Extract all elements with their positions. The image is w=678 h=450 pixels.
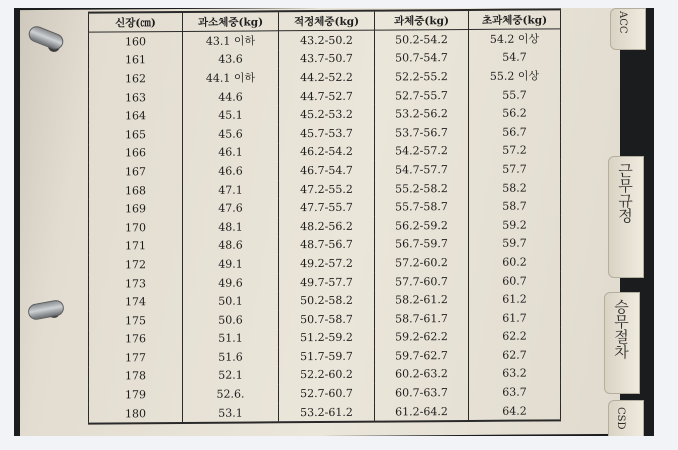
cell-obese: 56.7 — [469, 122, 561, 141]
cell-height: 176 — [89, 329, 183, 348]
cell-obese: 57.2 — [469, 141, 561, 160]
cell-normal-weight: 49.2-57.2 — [279, 254, 375, 273]
cell-normal-weight: 52.7-60.7 — [279, 384, 375, 403]
cell-underweight: 47.1 — [183, 180, 279, 199]
cell-underweight: 49.6 — [183, 273, 279, 292]
cell-normal-weight: 45.2-53.2 — [279, 105, 375, 124]
cell-normal-weight: 50.2-58.2 — [279, 291, 375, 310]
index-tab-work-rules — [608, 156, 644, 278]
cell-normal-weight: 47.7-55.7 — [279, 198, 375, 217]
table-row — [89, 401, 561, 424]
tab-label: CSD — [615, 407, 626, 430]
cell-underweight: 48.6 — [183, 236, 279, 255]
header-obese: 초과체중(kg) — [469, 9, 561, 29]
cell-normal-weight: 45.7-53.7 — [279, 124, 375, 143]
tab-label: 근무규정 — [616, 163, 634, 223]
cell-height: 174 — [89, 292, 183, 311]
cell-normal-weight: 48.2-56.2 — [279, 217, 375, 236]
cell-normal-weight: 43.2-50.2 — [279, 30, 375, 50]
cell-underweight: 45.6 — [183, 124, 279, 143]
tab-label: 승무절차 — [612, 299, 630, 359]
index-tab-crew-procedure — [604, 292, 640, 394]
cell-normal-weight: 47.2-55.2 — [279, 179, 375, 198]
cell-overweight: 58.7-61.7 — [375, 309, 469, 328]
cell-normal-weight: 51.7-59.7 — [279, 347, 375, 366]
cell-underweight: 48.1 — [183, 217, 279, 236]
cell-normal-weight: 46.7-54.7 — [279, 161, 375, 180]
cell-underweight: 44.1 이하 — [183, 68, 279, 87]
cell-obese: 56.2 — [469, 104, 561, 123]
cell-height: 180 — [89, 404, 183, 424]
cell-overweight: 60.7-63.7 — [375, 383, 469, 402]
cell-normal-weight: 50.7-58.7 — [279, 310, 375, 329]
cell-overweight: 53.2-56.2 — [375, 104, 469, 123]
cell-overweight: 57.2-60.2 — [375, 253, 469, 272]
cell-obese: 62.7 — [469, 345, 561, 364]
cell-underweight: 51.1 — [183, 329, 279, 348]
cell-underweight: 47.6 — [183, 199, 279, 218]
cell-height: 172 — [89, 255, 183, 274]
cell-overweight: 50.7-54.7 — [375, 49, 469, 68]
cell-height: 166 — [89, 144, 183, 163]
binder-ring — [26, 24, 65, 52]
cell-height: 171 — [89, 236, 183, 255]
cell-height: 175 — [89, 311, 183, 330]
cell-obese: 62.2 — [469, 327, 561, 346]
index-tab-bottom — [608, 400, 644, 436]
cell-obese: 60.7 — [469, 271, 561, 290]
cell-overweight: 55.2-58.2 — [375, 179, 469, 198]
cell-underweight: 51.6 — [183, 347, 279, 366]
photo — [14, 8, 654, 436]
cell-height: 165 — [89, 125, 183, 144]
tab-label: ACC — [617, 11, 628, 34]
cell-overweight: 56.7-59.7 — [375, 234, 469, 253]
cell-obese: 63.7 — [469, 383, 561, 402]
cell-overweight: 59.2-62.2 — [375, 327, 469, 346]
cell-underweight: 46.6 — [183, 161, 279, 180]
cell-obese: 58.2 — [469, 178, 561, 197]
cell-underweight: 52.1 — [183, 366, 279, 385]
cell-underweight: 52.6. — [183, 385, 279, 404]
header-height: 신장(㎝) — [89, 12, 183, 32]
cell-normal-weight: 52.2-60.2 — [279, 365, 375, 384]
cell-overweight: 52.7-55.7 — [375, 86, 469, 105]
cell-normal-weight: 44.7-52.7 — [279, 86, 375, 105]
cell-normal-weight: 44.2-52.2 — [279, 68, 375, 87]
cell-obese: 54.2 이상 — [469, 29, 561, 49]
cell-underweight: 50.1 — [183, 292, 279, 311]
cell-normal-weight: 48.7-56.7 — [279, 235, 375, 254]
cell-height: 170 — [89, 218, 183, 237]
cell-height: 167 — [89, 162, 183, 181]
binder-ring — [27, 299, 65, 321]
cell-obese: 60.2 — [469, 252, 561, 271]
cell-height: 178 — [89, 367, 183, 386]
cell-overweight: 60.2-63.2 — [375, 365, 469, 384]
cell-underweight: 44.6 — [183, 87, 279, 106]
cell-overweight: 54.2-57.2 — [375, 142, 469, 161]
cell-normal-weight: 43.7-50.7 — [279, 49, 375, 68]
cell-height: 160 — [89, 31, 183, 51]
cell-obese: 61.7 — [469, 308, 561, 327]
index-tab-top — [610, 8, 646, 50]
cell-overweight: 61.2-64.2 — [375, 402, 469, 422]
cell-underweight: 50.6 — [183, 310, 279, 329]
cell-underweight: 53.1 — [183, 403, 279, 423]
cell-height: 162 — [89, 69, 183, 88]
cell-obese: 63.2 — [469, 364, 561, 383]
cell-overweight: 54.7-57.7 — [375, 160, 469, 179]
cell-obese: 55.7 — [469, 85, 561, 104]
cell-underweight: 43.6 — [183, 50, 279, 69]
cell-overweight: 55.7-58.7 — [375, 197, 469, 216]
cell-normal-weight: 51.2-59.2 — [279, 328, 375, 347]
cell-obese: 58.7 — [469, 197, 561, 216]
cell-obese: 59.7 — [469, 234, 561, 253]
cell-overweight: 56.2-59.2 — [375, 216, 469, 235]
cell-height: 177 — [89, 348, 183, 367]
binder-page — [20, 8, 620, 436]
cell-overweight: 59.7-62.7 — [375, 346, 469, 365]
cell-overweight: 57.7-60.7 — [375, 272, 469, 291]
cell-height: 169 — [89, 199, 183, 218]
cell-obese: 61.2 — [469, 290, 561, 309]
cell-height: 168 — [89, 181, 183, 200]
cell-normal-weight: 53.2-61.2 — [279, 402, 375, 422]
weight-table — [88, 8, 561, 425]
cell-overweight: 58.2-61.2 — [375, 290, 469, 309]
cell-underweight: 45.1 — [183, 106, 279, 125]
cell-obese: 54.7 — [469, 48, 561, 67]
cell-underweight: 43.1 이하 — [183, 31, 279, 51]
cell-overweight: 50.2-54.2 — [375, 29, 469, 49]
cell-height: 161 — [89, 51, 183, 70]
cell-overweight: 53.7-56.7 — [375, 123, 469, 142]
cell-obese: 57.7 — [469, 159, 561, 178]
cell-height: 164 — [89, 106, 183, 125]
cell-height: 179 — [89, 385, 183, 404]
cell-height: 173 — [89, 274, 183, 293]
header-overweight: 과체중(kg) — [375, 10, 469, 30]
header-underweight: 과소체중(kg) — [183, 11, 279, 31]
cell-underweight: 49.1 — [183, 254, 279, 273]
cell-overweight: 52.2-55.2 — [375, 67, 469, 86]
header-normal-weight: 적정체중(kg) — [279, 11, 375, 31]
cell-height: 163 — [89, 88, 183, 107]
cell-underweight: 46.1 — [183, 143, 279, 162]
cell-obese: 55.2 이상 — [469, 67, 561, 86]
cell-obese: 59.2 — [469, 215, 561, 234]
cell-normal-weight: 46.2-54.2 — [279, 142, 375, 161]
cell-obese: 64.2 — [469, 401, 561, 421]
cell-normal-weight: 49.7-57.7 — [279, 272, 375, 291]
